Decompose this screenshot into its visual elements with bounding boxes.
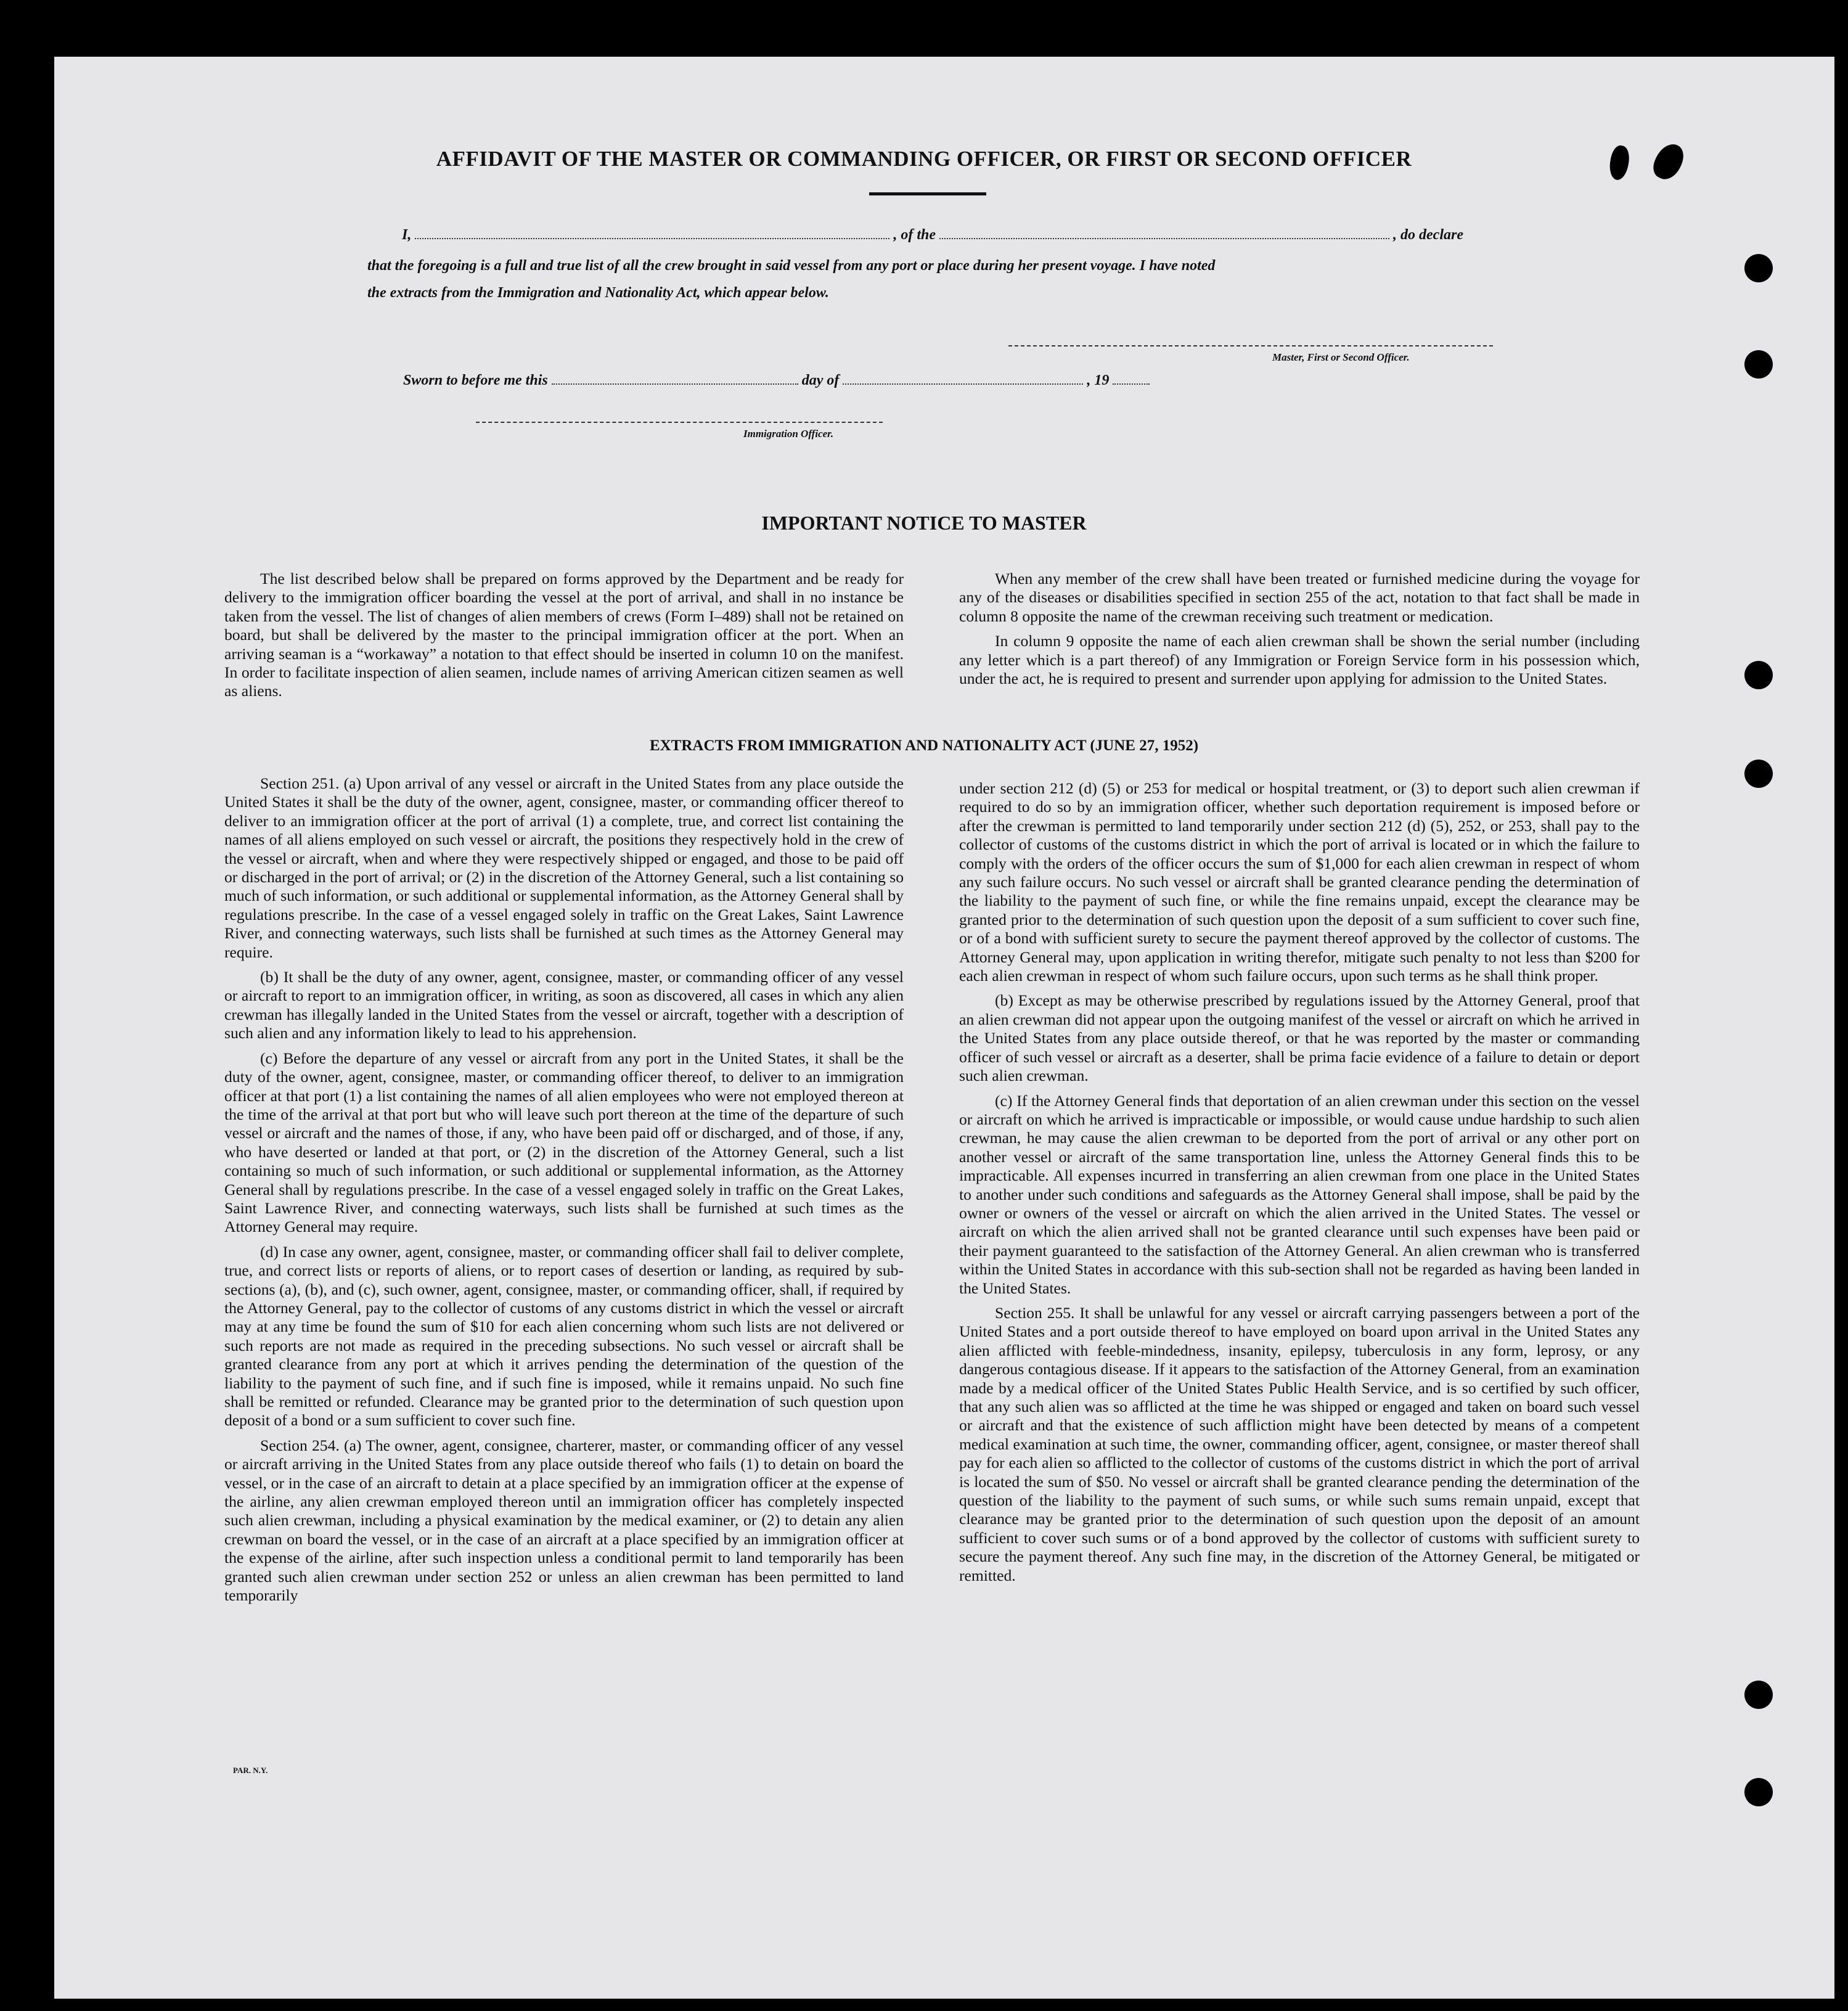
printer-mark: PAR. N.Y. bbox=[233, 1766, 268, 1775]
declaration-line-1 bbox=[402, 227, 1493, 244]
declaration-line-3: the extracts from the Immigration and Nationality Act, which appear below. bbox=[367, 285, 829, 301]
notice-paragraph: When any member of the crew shall have been treated or furnished medicine during the voyage for any of the diseases or disabilities specified in section 255 of the act, notation to that fact shall be made in column 8 opposite the name of the crewman receiving such treatment or medication. bbox=[959, 570, 1640, 625]
sworn-line bbox=[403, 372, 1150, 389]
act-paragraph: (b) Except as may be otherwise prescribed by regulations issued by the Attorney General, proof that an alien crewman did not appear upon the outgoing manifest of the vessel or aircraft on which he arrived in the United States from any place outside thereof, or that he was reported by the master or commanding officer of such vessel or aircraft as a deserter, shall be prima facie evidence of a failure to detain or deport such alien crewman. bbox=[959, 991, 1640, 1085]
sworn-year-field[interactable] bbox=[1113, 383, 1150, 385]
year-label: , 19 bbox=[1087, 372, 1110, 388]
extracts-left-column bbox=[224, 774, 904, 1611]
binder-hole bbox=[1744, 760, 1773, 788]
binder-hole bbox=[1744, 661, 1773, 689]
act-paragraph: Section 251. (a) Upon arrival of any vessel or aircraft in the United States from any place outside the United States it shall be the duty of the owner, agent, consignee, master, or commanding officer thereof to deliver to an immigration officer at the port of arrival (1) a complete, true, and correct list containing the names of all aliens employed on such vessel or aircraft, the positions they respectively hold in the crew of the vessel or aircraft, when and where they were respectively shipped or engaged, and those to be paid off or discharged in the port of arrival; or (2) in the discretion of the Attorney General, such a list containing so much of such information, or such additional or supplemental information, as the Attorney General shall by regulations prescribe. In the case of a vessel engaged solely in traffic on the Great Lakes, Saint Lawrence River, and connecting waterways, such lists shall be furnished at such times as the Attorney General may require. bbox=[224, 774, 904, 961]
binder-hole bbox=[1744, 1681, 1773, 1709]
declaration-line-2: that the foregoing is a full and true list of all the crew brought in said vessel from any port or place during her present voyage. I have noted bbox=[367, 258, 1216, 274]
notice-paragraph: In column 9 opposite the name of each alien crewman shall be shown the serial number (including any letter which is a part thereof) of any Immigration or Foreign Service form in his possession which, under the act, he is required to present and surrender upon applying for admission to the United States. bbox=[959, 632, 1640, 688]
sworn-day-field[interactable] bbox=[552, 383, 798, 385]
immigration-officer-signature-line[interactable] bbox=[476, 422, 883, 423]
sworn-label: Sworn to before me this bbox=[403, 372, 548, 388]
sworn-month-field[interactable] bbox=[843, 383, 1083, 385]
of-the-label: , of the bbox=[893, 227, 936, 243]
extracts-heading: EXTRACTS FROM IMMIGRATION AND NATIONALITY ACT (JUNE 27, 1952) bbox=[649, 737, 1199, 754]
do-declare-label: , do declare bbox=[1393, 227, 1463, 243]
day-of-label: day of bbox=[801, 372, 840, 388]
act-paragraph: under section 212 (d) (5) or 253 for medical or hospital treatment, or (3) to deport such alien crewman if required to do so by an immigration officer, whether such deportation requirement is imposed before or after the crewman is permitted to land temporarily under section 212 (d) (5), 252, or 253, shall pay to the collector of customs of the customs district in which the port of arrival is located or in which the failure to comply with the orders of the officer occurs the sum of $1,000 for each alien crewman in respect of whom any such failure occurs. No such vessel or aircraft shall be granted clearance pending the determination of the liability to the payment of such fine, or while the fine remains unpaid, except the clearance may be granted prior to the determination of such question upon the deposit of a sum sufficient to cover such fine, or of a bond with sufficient surety to secure the payment thereof approved by the collector of customs. The Attorney General may, upon application in writing therefor, mitigate such penalty to not less than $200 for each alien crewman in respect of whom such failure occurs, upon such terms as he shall think proper. bbox=[959, 779, 1640, 985]
act-paragraph: (c) If the Attorney General finds that deportation of an alien crewman under this section on the vessel or aircraft on which he arrived is impracticable or impossible, or would cause undue hardship to such alien crewman, he may cause the alien crewman to be deported from the port of arrival or any other port on another vessel or aircraft of the same transportation line, unless the Attorney General finds this to be impracticable. All expenses incurred in transferring an alien crewman from one place in the United States to another under such conditions and safeguards as the Attorney General shall impose, shall be paid by the owner or owners of the vessel or aircraft on which the alien arrived in the United States. The vessel or aircraft on which the alien arrived shall not be granted clearance until such expenses have been paid or their payment guaranteed to the satisfaction of the Attorney General. An alien crewman who is transferred within the United States in accordance with this sub-section shall not be regarded as having been landed in the United States. bbox=[959, 1091, 1640, 1297]
declarant-label: I, bbox=[402, 227, 412, 243]
act-paragraph: (d) In case any owner, agent, consignee, master, or commanding officer shall fail to deliver complete, true, and correct lists or reports of aliens, or to report cases of desertion or landing, as required by sub-sections (a), (b), and (c), such owner, agent, consignee, master, or commanding officer, shall, if required by the Attorney General, pay to the collector of customs of any customs district in which the vessel or aircraft may at any time be found the sum of $10 for each alien concerning whom such lists are not delivered or such reports are not made as required in the preceding subsections. No such vessel or aircraft shall be granted clearance from any port at which it arrives pending the determination of the question of the liability to the payment of such fine, and if such fine is imposed, while it remains unpaid. No such fine shall be remitted or refunded. Clearance may be granted prior to the determination of such question upon deposit of a bond or a sum sufficient to cover such fine. bbox=[224, 1242, 904, 1430]
act-paragraph: Section 254. (a) The owner, agent, consignee, charterer, master, or commanding officer of any vessel or aircraft arriving in the United States from any place outside thereof who fails (1) to detain on board the vessel, or in the case of an aircraft to detain at a place specified by an immigration officer at the expense of the airline, any alien crewman employed thereon until an immigration officer has completely inspected such alien crewman, including a physical examination by the medical examiner, or (2) to detain any alien crewman on board the vessel, or in the case of an aircraft at a place specified by an immigration officer at the expense of the airline, after such inspection unless a conditional permit to land temporarily has been granted such alien crewman under section 252 or unless an alien crewman has been permitted to land temporarily bbox=[224, 1436, 904, 1605]
extracts-right-column bbox=[959, 779, 1640, 1591]
act-paragraph: Section 255. It shall be unlawful for any vessel or aircraft carrying passengers between a port of the United States and a port outside thereof to have employed on board upon arrival in the United States any alien afflicted with feeble-mindedness, insanity, epilepsy, tuberculosis in any form, leprosy, or any dangerous contagious disease. If it appears to the satisfaction of the Attorney General, from an examination made by a medical officer of the United States Public Health Service, and is so certified by such officer, that any such alien was so afflicted at the time he was shipped or engaged and taken on board such vessel or aircraft and that the existence of such affliction might have been detected by means of a competent medical examination at such time, the owner, commanding officer, agent, consignee, or master thereof shall pay for each alien so afflicted to the collector of customs of the customs district in which the port of arrival is located the sum of $50. No vessel or aircraft shall be granted clearance pending the determination of the question of the liability to the payment of such sums, or while such sums remain unpaid, except that clearance may be granted prior to the determination of such question upon the deposit of an amount sufficient to cover such sums or of a bond approved by the collector of customs with sufficient surety to secure the payment thereof. Any such fine may, in the discretion of the Attorney General, be mitigated or remitted. bbox=[959, 1303, 1640, 1584]
vessel-name-field[interactable] bbox=[939, 238, 1389, 239]
immigration-officer-caption: Immigration Officer. bbox=[743, 428, 834, 440]
binder-hole bbox=[1744, 1778, 1773, 1806]
notice-right-column bbox=[959, 570, 1640, 694]
notice-paragraph: The list described below shall be prepared on forms approved by the Department and be ready for delivery to the immigration officer boarding the vessel at the port of arrival, and shall in no instance be taken from the vessel. The list of changes of alien members of crews (Form I–489) shall not be retained on board, but shall be delivered by the master to the principal immigration officer at the port. When an arriving seaman is a “workaway” a notation to that effect should be inserted in column 10 on the manifest. In order to facilitate inspection of alien seamen, include names of arriving American citizen seamen as well as aliens. bbox=[224, 570, 904, 700]
master-signature-line[interactable] bbox=[1008, 345, 1493, 346]
declarant-name-field[interactable] bbox=[415, 238, 889, 239]
master-signature-caption: Master, First or Second Officer. bbox=[1272, 351, 1410, 363]
binder-hole bbox=[1744, 254, 1773, 282]
notice-heading: IMPORTANT NOTICE TO MASTER bbox=[761, 512, 1087, 534]
binder-hole bbox=[1744, 350, 1773, 379]
act-paragraph: (b) It shall be the duty of any owner, agent, consignee, master, or commanding officer of any vessel or aircraft to report to an immigration officer, in writing, as soon as discovered, all cases in which any alien crewman has illegally landed in the United States from the vessel or aircraft, together with a description of such alien and any information likely to lead to his apprehension. bbox=[224, 968, 904, 1042]
notice-left-column bbox=[224, 570, 904, 707]
act-paragraph: (c) Before the departure of any vessel or aircraft from any port in the United States, it shall be the duty of the owner, agent, consignee, master, or commanding officer thereof, to deliver to an immigration officer at that port (1) a list containing the names of all alien employees who were not employed thereon at the time of the arrival at that port but who will leave such port thereon at the time of the departure of such vessel or aircraft and the names of those, if any, who have been paid off or discharged, and of those, if any, who have deserted or landed at that port, or (2) in the discretion of the Attorney General, such a list containing so much of such information, or such additional or supplemental information, as the Attorney General shall by regulations prescribe. In the case of a vessel engaged solely in traffic on the Great Lakes, Saint Lawrence River, and connecting waterways, such lists shall be furnished at such times as the Attorney General may require. bbox=[224, 1049, 904, 1236]
affidavit-title: AFFIDAVIT OF THE MASTER OR COMMANDING OFFICER, OR FIRST OR SECOND OFFICER bbox=[436, 147, 1412, 171]
title-rule bbox=[869, 192, 986, 195]
